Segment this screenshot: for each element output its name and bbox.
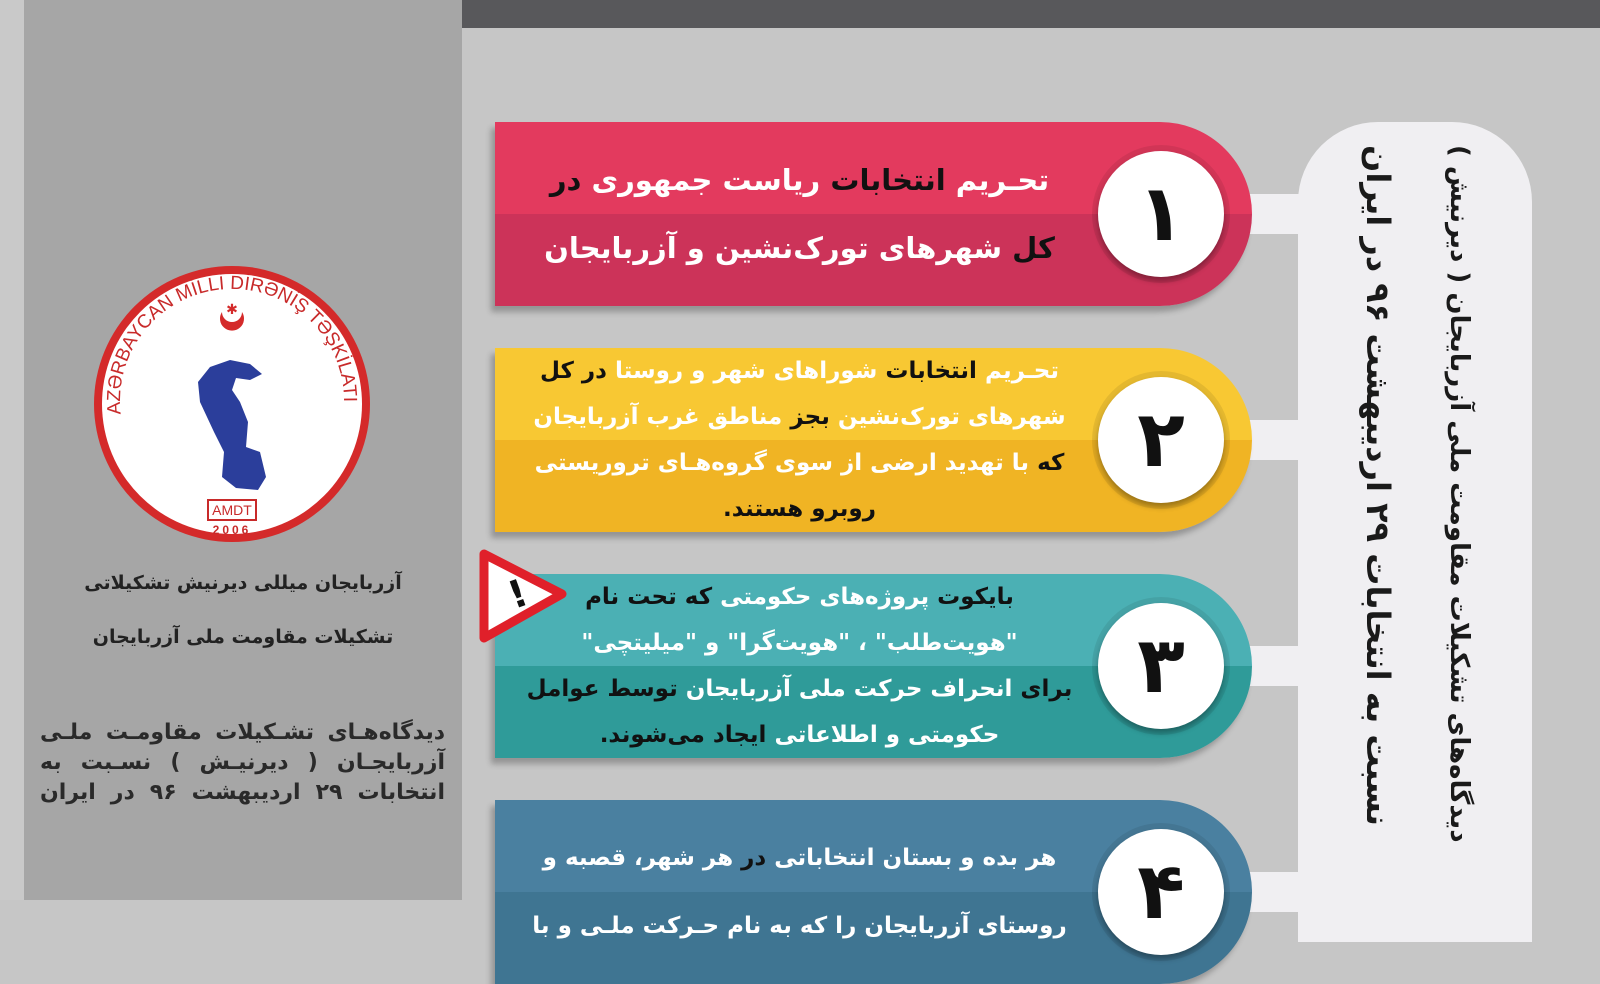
right-edge (1540, 28, 1600, 900)
point-number-badge: ۴ (1098, 829, 1224, 955)
point-number-badge: ۱ (1098, 151, 1224, 277)
text-segment: با تهدید ارضی از سوی گروه‌هـای تروریستی (534, 450, 1030, 476)
card-line (505, 620, 1094, 666)
text-segment: انتخابات (885, 358, 977, 384)
text-segment: "هویت‌طلب" ، "هویت‌گرا" و "میلیتچی" (581, 630, 1018, 656)
organization-logo (90, 262, 374, 546)
text-segment: که تحت نام (585, 584, 713, 610)
card-line (505, 214, 1094, 282)
title-panel (1298, 122, 1532, 942)
text-segment: ایجاد می‌شوند. (599, 722, 767, 748)
card-line (505, 574, 1094, 620)
text-segment: شوراهای شهر و روستا (606, 358, 886, 384)
text-segment: کل (1012, 231, 1055, 265)
text-segment: حکومتی و اطلاعاتی (766, 722, 1000, 748)
logo-abbr: AMDT (212, 502, 252, 518)
text-segment: هر شهر، قصبه و (542, 845, 742, 871)
text-segment: انتخابات (830, 163, 946, 197)
vertical-title-line-1: نسبت به انتخابات ۲۹ اردیبهشت ۹۶ در ایران (1359, 145, 1397, 826)
infographic-subtitle: دیدگاه‌هـای تشـکیلات مقاومـت ملـی آزربایجـان ( دیرنیـش ) نسـبت به انتخابات ۲۹ اردیبهشت ۹۶ در ایران (40, 720, 445, 805)
text-segment: انحراف حرکت ملی آزربایجان (677, 676, 1013, 702)
card-line (505, 486, 1094, 532)
text-segment: پروژه‌های حکومتی (712, 584, 930, 610)
text-segment: تحـریم (976, 358, 1059, 384)
text-segment: توسط عوامل (526, 676, 678, 702)
warning-icon (478, 548, 568, 644)
text-segment: در (549, 163, 582, 197)
org-name-persian: تشکیلات مقاومت ملی آزربایجان (92, 626, 394, 648)
text-segment: هر بده و بستان انتخاباتی (766, 845, 1057, 871)
svg-text:!: ! (502, 570, 534, 618)
card-line (505, 440, 1094, 486)
card-line (505, 348, 1094, 394)
text-segment: تحـریم (945, 163, 1050, 197)
vertical-title-line-2: دیدگاه‌های تشکیلات مقاومت ملی آزربایجان ( دیرنیش ) (1444, 145, 1474, 843)
logo-year: 2006 (212, 523, 252, 537)
text-segment: مناطق غرب آزربایجان (533, 404, 791, 430)
text-segment: بایکوت (929, 584, 1014, 610)
card-line (505, 712, 1094, 758)
point-number-badge: ۲ (1098, 377, 1224, 503)
point-number-badge: ۳ (1098, 603, 1224, 729)
card-line (505, 394, 1094, 440)
star-icon: ✱ (226, 302, 238, 318)
card-line (505, 146, 1094, 214)
card-line (505, 666, 1094, 712)
text-segment: شهرهای تورک‌نشین (829, 404, 1066, 430)
card-line (505, 824, 1094, 892)
org-name-azerbaijani: آزربایجان میللی دیرنیش تشکیلاتی (84, 572, 402, 594)
text-segment: که (1029, 450, 1065, 476)
card-line (505, 892, 1094, 960)
top-bar (462, 0, 1600, 28)
text-segment: روستای آزربایجان را که به نام حـرکت ملـی و با (532, 913, 1067, 939)
text-segment: ریاست جمهوری (581, 163, 831, 197)
text-segment: بجز (790, 404, 830, 430)
text-segment: در (741, 845, 767, 871)
logo-ring-text: AZƏRBAYCAN MİLLİ DİRƏNİŞ TƏŞKİLATI (103, 272, 361, 416)
text-segment: در کل (540, 358, 607, 384)
text-segment: روبرو هستند. (723, 496, 876, 522)
text-segment: برای (1012, 676, 1073, 702)
text-segment: شهرهای تورک‌نشین و آزربایجان (544, 231, 1013, 265)
left-edge-strip (0, 0, 24, 900)
